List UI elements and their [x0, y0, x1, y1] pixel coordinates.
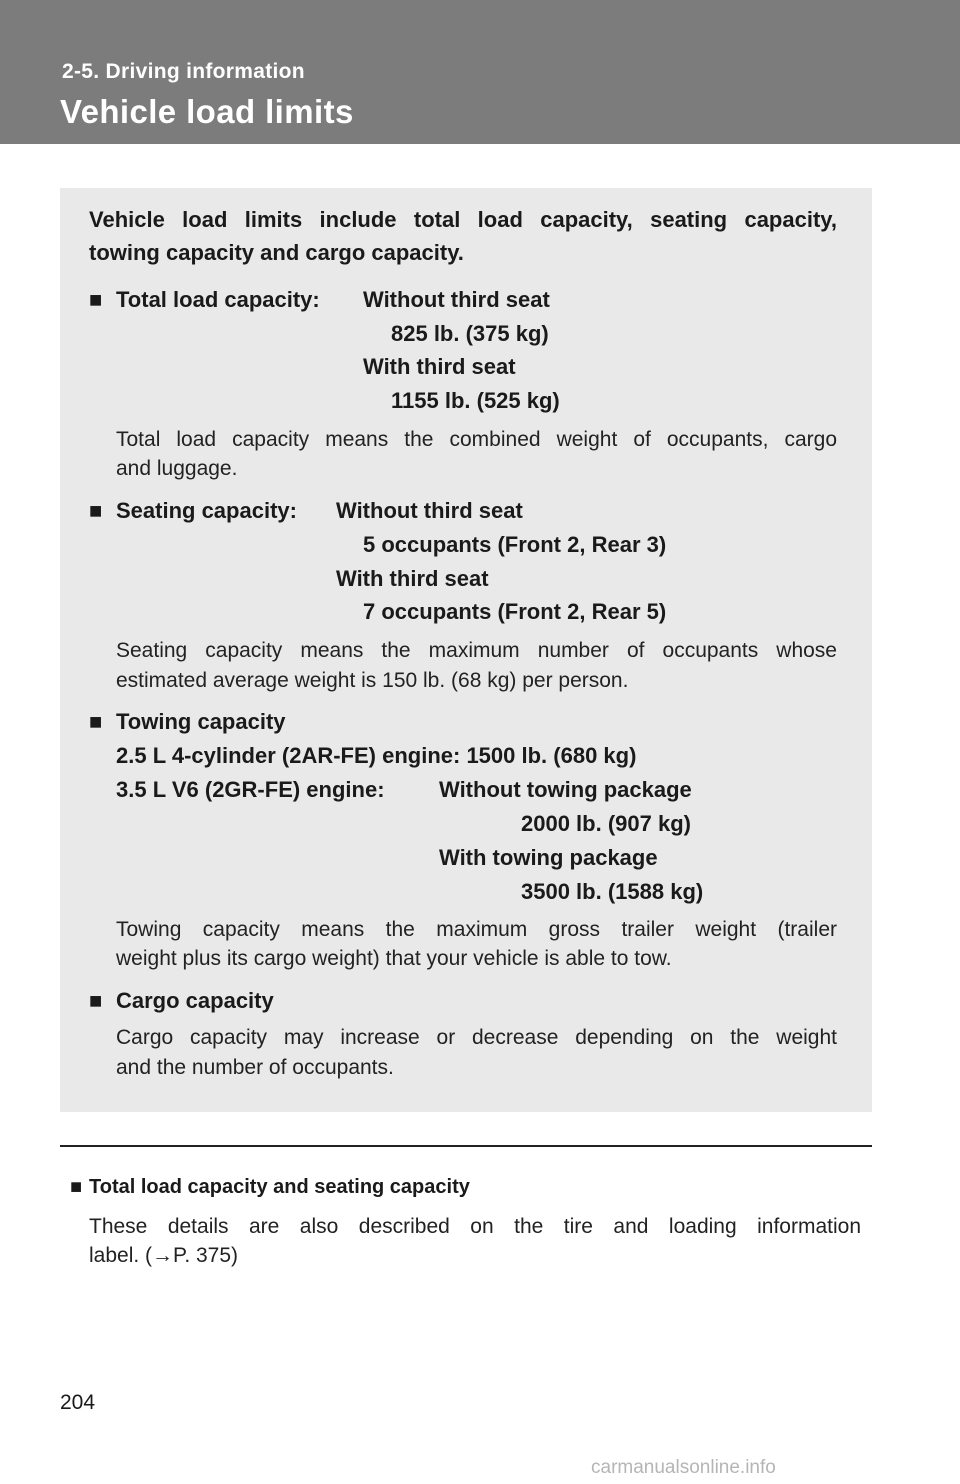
notes-text-line-2: label. (→P. 375) [89, 1244, 239, 1267]
page-title: Vehicle load limits [60, 93, 354, 130]
bullet-square-icon: ■ [89, 498, 103, 523]
seating-note-line-1: Seating capacity means the maximum number of occupants whose [116, 639, 837, 662]
page-number: 204 [60, 1391, 96, 1414]
seating-heading: Seating capacity: [116, 498, 297, 523]
divider [60, 1145, 872, 1147]
notes-text-line-1: These details are also described on the tire and loading information [89, 1215, 861, 1238]
seating-note-line-2: estimated average weight is 150 lb. (68 kg) per person. [116, 669, 629, 692]
total-without-value: 825 lb. (375 kg) [391, 321, 549, 346]
load-limits-box [60, 188, 872, 1112]
cargo-note-line-2: and the number of occupants. [116, 1056, 394, 1079]
seating-without-value: 5 occupants (Front 2, Rear 3) [363, 532, 667, 557]
bullet-square-icon: ■ [89, 709, 103, 734]
total-note-line-1: Total load capacity means the combined weight of occupants, cargo [116, 428, 837, 451]
seating-without-label: Without third seat [336, 498, 523, 523]
bullet-square-icon: ■ [70, 1176, 83, 1198]
total-with-value: 1155 lb. (525 kg) [391, 388, 560, 413]
intro-line-2: towing capacity and cargo capacity. [89, 240, 464, 265]
towing-without-value: 2000 lb. (907 kg) [521, 811, 691, 836]
towing-note-line-2: weight plus its cargo weight) that your vehicle is able to tow. [116, 947, 672, 970]
total-note-line-2: and luggage. [116, 457, 238, 480]
towing-engine-2: 3.5 L V6 (2GR-FE) engine: [116, 777, 385, 802]
total-without-label: Without third seat [363, 287, 550, 312]
total-with-label: With third seat [363, 354, 516, 379]
towing-with-label: With towing package [439, 845, 658, 870]
cargo-heading: Cargo capacity [116, 988, 274, 1013]
towing-without-label: Without towing package [439, 777, 692, 802]
watermark: carmanualsonline.info [591, 1457, 776, 1478]
bullet-square-icon: ■ [89, 988, 103, 1013]
towing-with-value: 3500 lb. (1588 kg) [521, 879, 704, 904]
seating-with-value: 7 occupants (Front 2, Rear 5) [363, 599, 667, 624]
total-load-heading: Total load capacity: [116, 287, 320, 312]
section-label: 2-5. Driving information [62, 60, 305, 83]
towing-heading: Towing capacity [116, 709, 286, 734]
towing-engine-1: 2.5 L 4-cylinder (2AR-FE) engine: 1500 lb. (680 kg) [116, 743, 637, 768]
page-header [0, 0, 960, 144]
seating-with-label: With third seat [336, 566, 489, 591]
towing-note-line-1: Towing capacity means the maximum gross trailer weight (trailer [116, 918, 837, 941]
bullet-square-icon: ■ [89, 287, 103, 312]
notes-heading: Total load capacity and seating capacity [89, 1176, 470, 1198]
intro-line-1: Vehicle load limits include total load capacity, seating capacity, [89, 207, 837, 232]
cargo-note-line-1: Cargo capacity may increase or decrease depending on the weight [116, 1026, 837, 1049]
